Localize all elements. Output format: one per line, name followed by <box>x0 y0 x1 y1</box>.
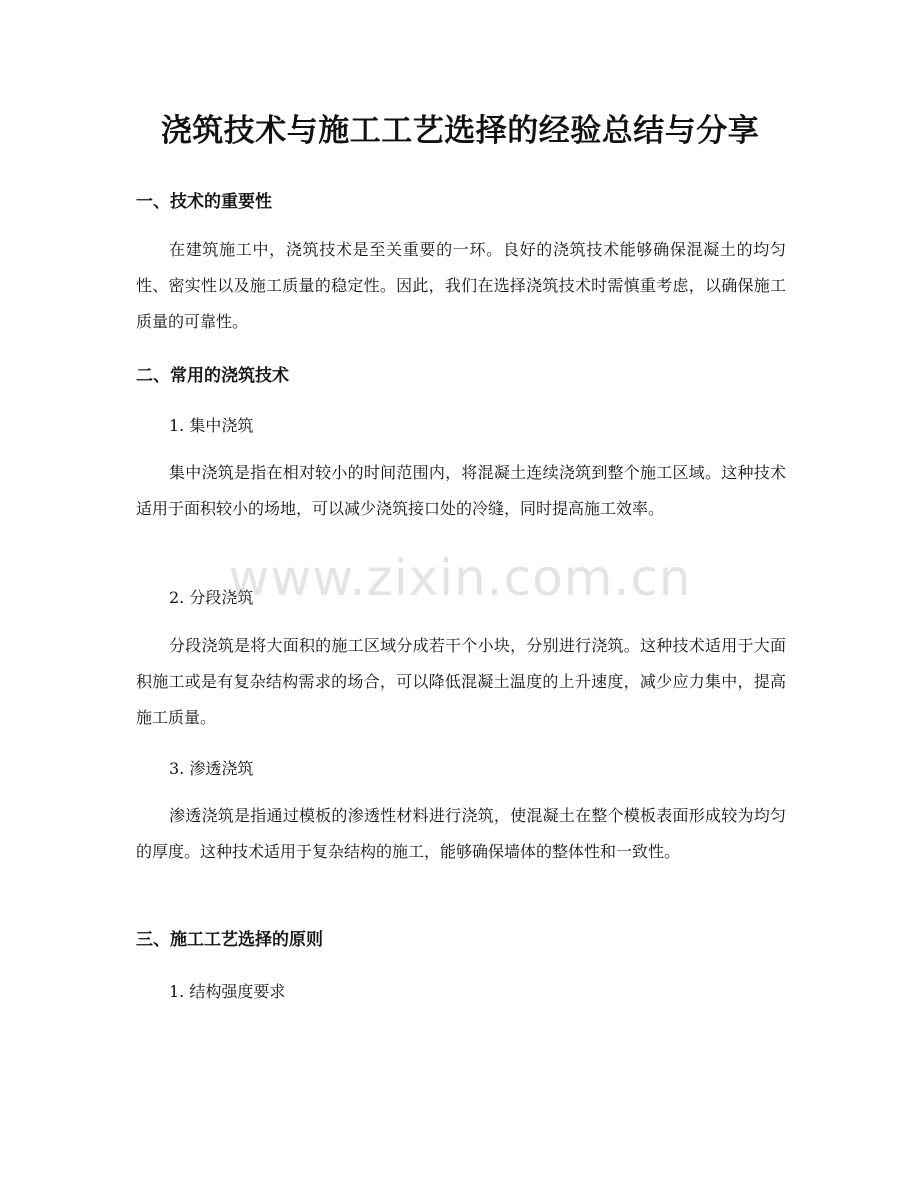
subsection-paragraph-permeation: 渗透浇筑是指通过模板的渗透性材料进行浇筑，使混凝土在整个模板表面形成较为均匀的厚度。这种技术适用于复杂结构的施工，能够确保墙体的整体性和一致性。 <box>136 806 786 861</box>
section-heading-common-techniques: 二、常用的浇筑技术 <box>136 366 289 386</box>
subsection-paragraph-segmented: 分段浇筑是将大面积的施工区域分成若干个小块，分别进行浇筑。这种技术适用于大面积施工或是有复杂结构需求的场合，可以降低混凝土温度的上升速度，减少应力集中，提高施工质量。 <box>136 636 786 727</box>
subsection-paragraph-concentrated: 集中浇筑是指在相对较小的时间范围内，将混凝土连续浇筑到整个施工区域。这种技术适用于面积较小的场地，可以减少浇筑接口处的冷缝，同时提高施工效率。 <box>136 463 786 518</box>
subsection-label-concentrated: 1. 集中浇筑 <box>169 416 254 435</box>
subsection-label-segmented: 2. 分段浇筑 <box>169 588 254 607</box>
watermark: www.zixin.com.cn <box>228 549 692 607</box>
subsection-label-structural-strength: 1. 结构强度要求 <box>169 982 286 1001</box>
document-title: 浇筑技术与施工工艺选择的经验总结与分享 <box>160 113 760 149</box>
section-heading-principles: 三、施工工艺选择的原则 <box>136 930 323 950</box>
section-heading-importance: 一、技术的重要性 <box>136 192 272 212</box>
subsection-label-permeation: 3. 渗透浇筑 <box>169 759 254 778</box>
section-paragraph-importance: 在建筑施工中，浇筑技术是至关重要的一环。良好的浇筑技术能够确保混凝土的均匀性、密实性以及施工质量的稳定性。因此，我们在选择浇筑技术时需慎重考虑，以确保施工质量的可靠性。 <box>136 240 786 331</box>
